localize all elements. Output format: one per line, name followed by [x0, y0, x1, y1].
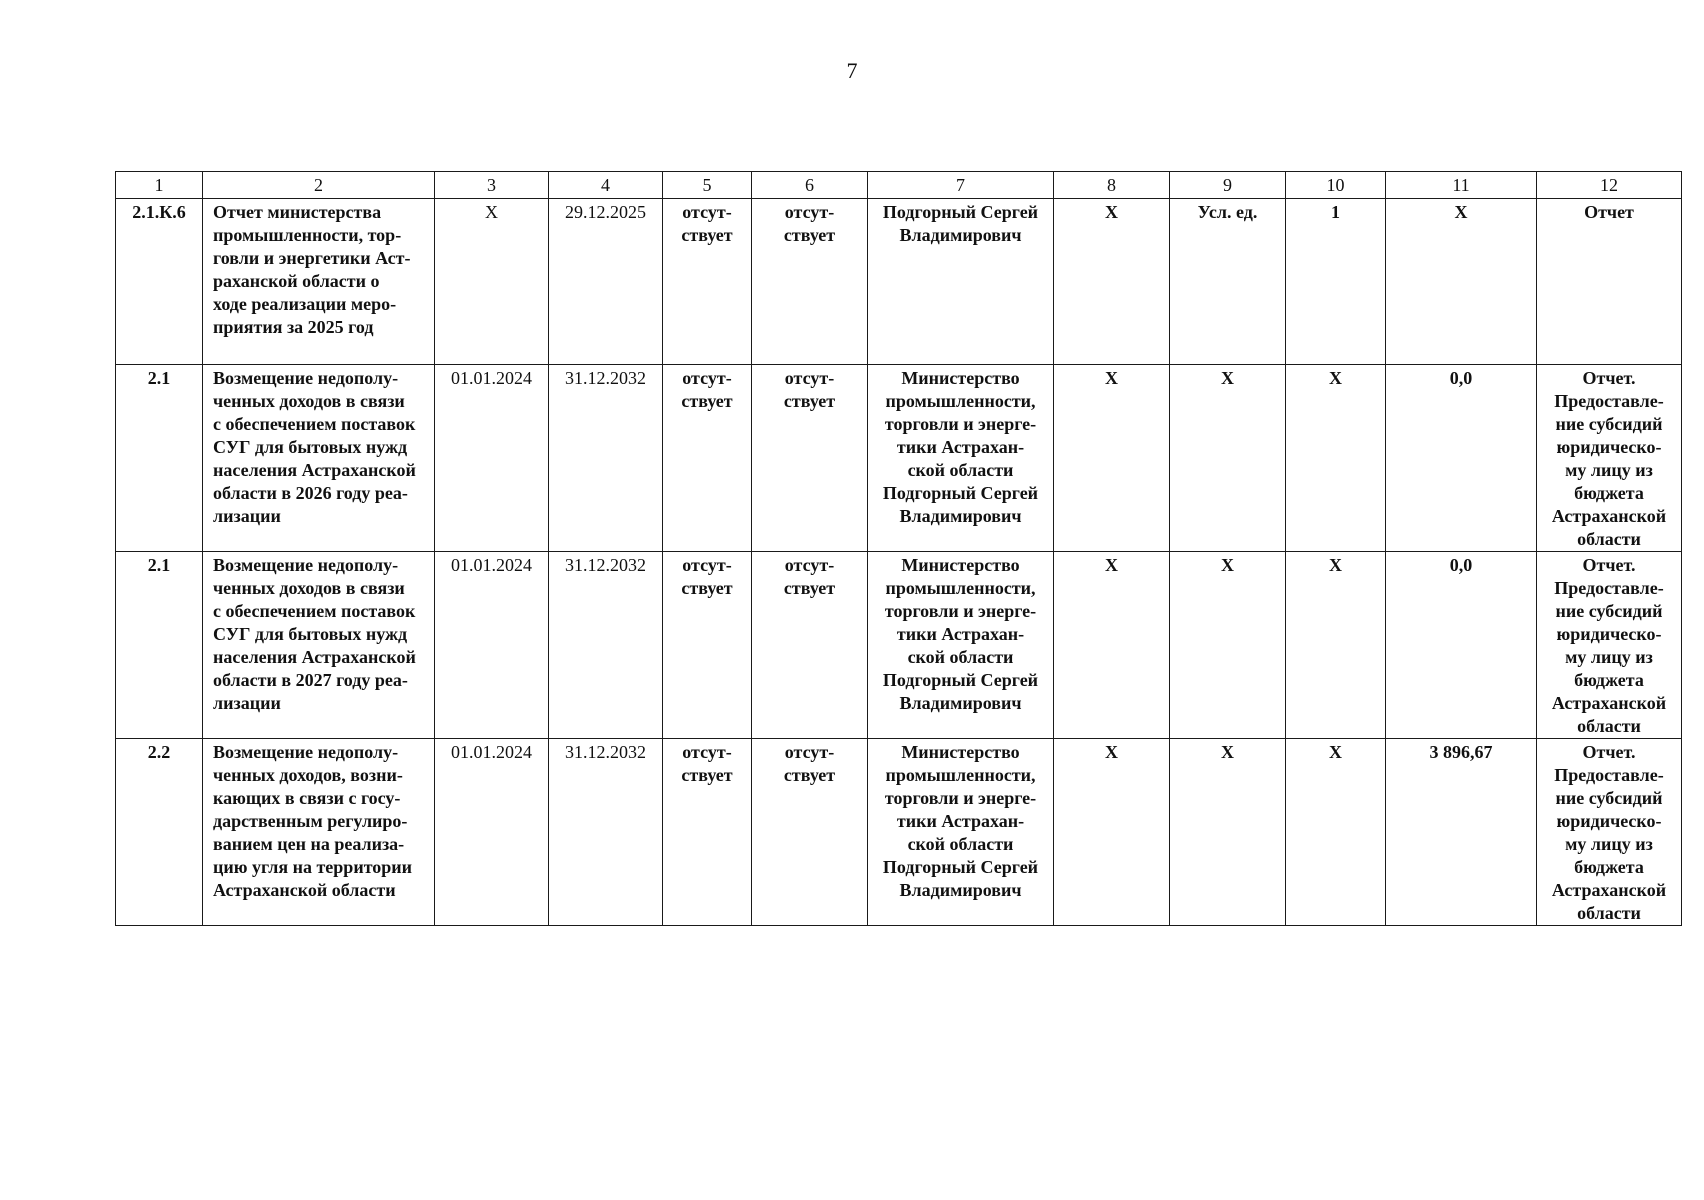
- start-date-cell: 01.01.2024: [435, 739, 549, 926]
- start-date-cell: 01.01.2024: [435, 365, 549, 552]
- measures-table: [115, 171, 1682, 926]
- header-cell: 7: [868, 172, 1054, 199]
- header-cell: 1: [116, 172, 203, 199]
- col5-cell: отсут- ствует: [663, 199, 752, 365]
- end-date-cell: 31.12.2032: [549, 739, 663, 926]
- col5-cell: отсут- ствует: [663, 739, 752, 926]
- table-row: [116, 739, 1682, 926]
- col10-cell: 1: [1286, 199, 1386, 365]
- header-cell: 10: [1286, 172, 1386, 199]
- start-date-cell: 01.01.2024: [435, 552, 549, 739]
- table-row: [116, 365, 1682, 552]
- responsible-cell: Министерство промышленности, торговли и энерге- тики Астрахан- ской области Подгорный Сергей Владимирович: [868, 365, 1054, 552]
- unit-cell: Х: [1170, 365, 1286, 552]
- responsible-cell: Министерство промышленности, торговли и энерге- тики Астрахан- ской области Подгорный Сергей Владимирович: [868, 552, 1054, 739]
- table-header-row: [116, 172, 1682, 199]
- col5-cell: отсут- ствует: [663, 552, 752, 739]
- col6-cell: отсут- ствует: [752, 365, 868, 552]
- result-cell: Отчет. Предоставле- ние субсидий юридическо- му лицу из бюджета Астраханской области: [1537, 739, 1682, 926]
- result-cell: Отчет: [1537, 199, 1682, 365]
- col8-cell: Х: [1054, 552, 1170, 739]
- table-row: [116, 552, 1682, 739]
- col6-cell: отсут- ствует: [752, 552, 868, 739]
- row-number-cell: 2.1: [116, 365, 203, 552]
- amount-cell: 0,0: [1386, 552, 1537, 739]
- result-cell: Отчет. Предоставле- ние субсидий юридическо- му лицу из бюджета Астраханской области: [1537, 365, 1682, 552]
- col5-cell: отсут- ствует: [663, 365, 752, 552]
- col6-cell: отсут- ствует: [752, 739, 868, 926]
- page-number: 7: [846, 58, 858, 83]
- header-cell: 4: [549, 172, 663, 199]
- row-number-cell: 2.1.К.6: [116, 199, 203, 365]
- amount-cell: 0,0: [1386, 365, 1537, 552]
- col10-cell: Х: [1286, 739, 1386, 926]
- description-cell: Возмещение недополу- ченных доходов в связи с обеспечением поставок СУГ для бытовых нужд населения Астраханской области в 2026 году реа- лизации: [203, 365, 435, 552]
- col10-cell: Х: [1286, 365, 1386, 552]
- header-cell: 11: [1386, 172, 1537, 199]
- result-cell: Отчет. Предоставле- ние субсидий юридическо- му лицу из бюджета Астраханской области: [1537, 552, 1682, 739]
- header-cell: 6: [752, 172, 868, 199]
- col8-cell: Х: [1054, 365, 1170, 552]
- start-date-cell: Х: [435, 199, 549, 365]
- end-date-cell: 31.12.2032: [549, 365, 663, 552]
- amount-cell: Х: [1386, 199, 1537, 365]
- description-cell: Возмещение недополу- ченных доходов в связи с обеспечением поставок СУГ для бытовых нужд населения Астраханской области в 2027 году реа- лизации: [203, 552, 435, 739]
- col6-cell: отсут- ствует: [752, 199, 868, 365]
- row-number-cell: 2.1: [116, 552, 203, 739]
- header-cell: 2: [203, 172, 435, 199]
- row-number-cell: 2.2: [116, 739, 203, 926]
- header-cell: 5: [663, 172, 752, 199]
- table-row: [116, 199, 1682, 365]
- end-date-cell: 31.12.2032: [549, 552, 663, 739]
- amount-cell: 3 896,67: [1386, 739, 1537, 926]
- unit-cell: Х: [1170, 552, 1286, 739]
- responsible-cell: Министерство промышленности, торговли и энерге- тики Астрахан- ской области Подгорный Сергей Владимирович: [868, 739, 1054, 926]
- unit-cell: Усл. ед.: [1170, 199, 1286, 365]
- col8-cell: Х: [1054, 199, 1170, 365]
- header-cell: 12: [1537, 172, 1682, 199]
- unit-cell: Х: [1170, 739, 1286, 926]
- header-cell: 9: [1170, 172, 1286, 199]
- header-cell: 8: [1054, 172, 1170, 199]
- header-cell: 3: [435, 172, 549, 199]
- responsible-cell: Подгорный Сергей Владимирович: [868, 199, 1054, 365]
- col10-cell: Х: [1286, 552, 1386, 739]
- end-date-cell: 29.12.2025: [549, 199, 663, 365]
- description-cell: Отчет министерства промышленности, тор- говли и энергетики Аст- раханской области о ходе реализации меро- приятия за 2025 год: [203, 199, 435, 365]
- description-cell: Возмещение недополу- ченных доходов, возни- кающих в связи с госу- дарственным регулиро- ванием цен на реализа- цию угля на территории Астраханской области: [203, 739, 435, 926]
- col8-cell: Х: [1054, 739, 1170, 926]
